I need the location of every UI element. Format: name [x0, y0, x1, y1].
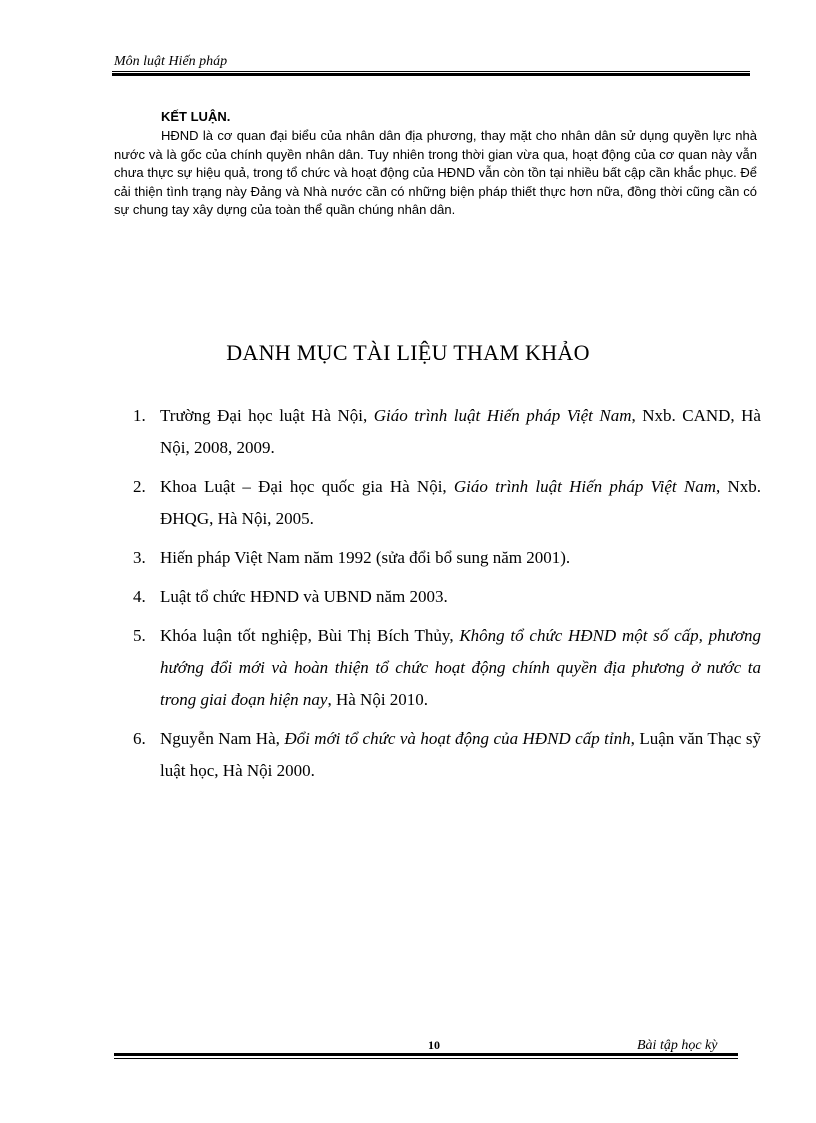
reference-item: [133, 542, 761, 574]
footer-rule-thick: [114, 1053, 738, 1056]
reference-details: , Nxb. ĐHQG, Hà Nội, 2005.: [160, 477, 761, 528]
footer-label: Bài tập học kỳ: [637, 1038, 718, 1053]
reference-number: 4.: [133, 587, 146, 606]
reference-text: Luật tổ chức HĐND và UBND năm 2003.: [160, 587, 448, 606]
reference-title: Không tổ chức HĐND một số cấp, phương hướng đổi mới và hoàn thiện tổ chức hoạt động chính quyền địa phương ở nước ta trong giai đoạn hiện nay: [160, 626, 761, 709]
reference-item: [133, 400, 761, 464]
reference-item: [133, 581, 761, 613]
page-number: 10: [428, 1038, 440, 1052]
conclusion-section: [114, 108, 757, 220]
conclusion-body: HĐND là cơ quan đại biểu của nhân dân địa phương, thay mặt cho nhân dân sử dụng quyền lực nhà nước và là gốc của chính quyền nhân dân. Tuy nhiên trong thời gian vừa qua, hoạt động của cơ quan này vẫn chưa thực sự hiệu quả, trong tổ chức và hoạt động của HĐND vẫn còn tồn tại nhiều bất cập cần khắc phục. Để cải thiện tình trạng này Đảng và Nhà nước cần có những biện pháp thiết thực hơn nữa, đồng thời cũng cần có sự chung tay xây dựng của toàn thể quần chúng nhân dân.: [114, 128, 757, 218]
header-rule-thick: [112, 73, 750, 76]
reference-text: Khoa Luật – Đại học quốc gia Hà Nội,: [160, 477, 454, 496]
reference-text: Hiến pháp Việt Nam năm 1992 (sửa đổi bổ sung năm 2001).: [160, 548, 571, 567]
reference-title: Giáo trình luật Hiến pháp Việt Nam: [373, 406, 632, 425]
conclusion-title: KẾT LUẬN.: [161, 109, 231, 124]
reference-text: Trường Đại học luật Hà Nội,: [160, 406, 374, 425]
reference-number: 2.: [133, 477, 146, 496]
reference-item: [133, 471, 761, 535]
reference-number: 5.: [133, 626, 146, 645]
reference-title: Đổi mới tổ chức và hoạt động của HĐND cấp tỉnh: [284, 729, 631, 748]
reference-number: 6.: [133, 729, 146, 748]
references-heading: DANH MỤC TÀI LIỆU THAM KHẢO: [226, 340, 590, 365]
reference-details: , Luận văn Thạc sỹ luật học, Hà Nội 2000.: [160, 729, 761, 780]
footer-rule-thin: [114, 1058, 738, 1059]
header-rule-thin: [112, 71, 750, 72]
reference-details: , Hà Nội 2010.: [327, 690, 429, 709]
reference-number: 1.: [133, 406, 146, 425]
reference-title: Giáo trình luật Hiến pháp Việt Nam: [453, 477, 716, 496]
reference-item: [133, 723, 761, 787]
references-list: [133, 400, 761, 794]
header-subject: Môn luật Hiến pháp: [114, 54, 228, 69]
reference-number: 3.: [133, 548, 146, 567]
reference-text: Nguyễn Nam Hà,: [160, 729, 285, 748]
reference-item: [133, 620, 761, 716]
reference-text: Khóa luận tốt nghiệp, Bùi Thị Bích Thủy,: [160, 626, 460, 645]
reference-details: , Nxb. CAND, Hà Nội, 2008, 2009.: [160, 406, 761, 457]
